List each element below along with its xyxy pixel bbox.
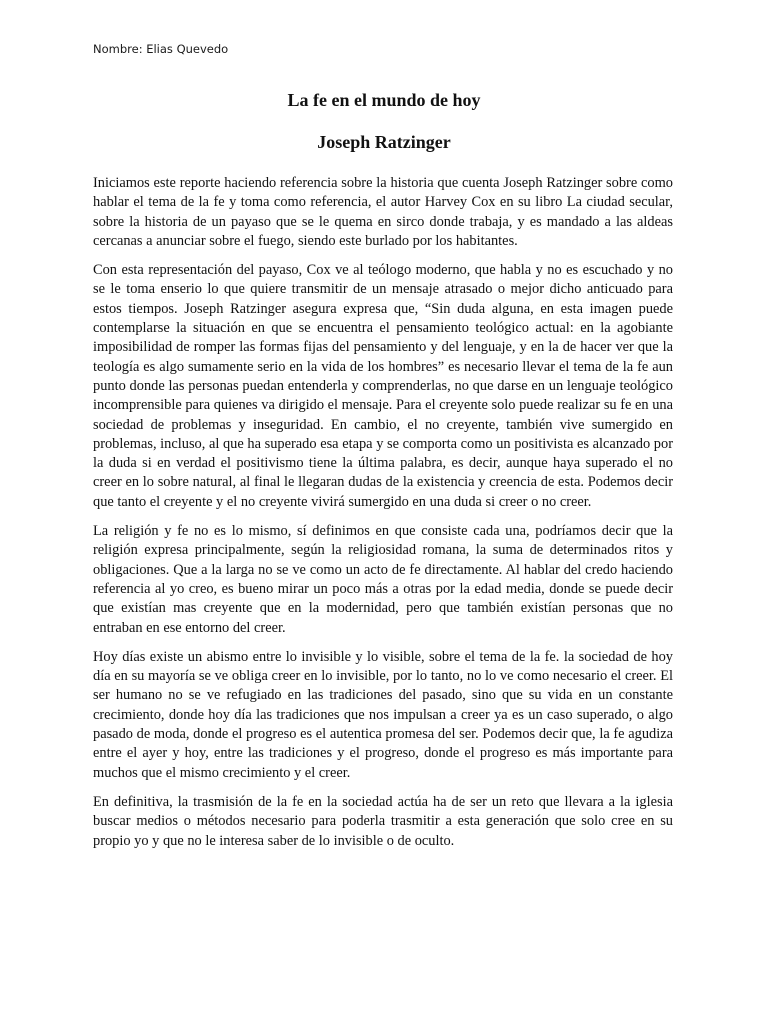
document-title: La fe en el mundo de hoy: [287, 90, 481, 110]
paragraph-1: Iniciamos este reporte haciendo referencia sobre la historia que cuenta Joseph Ratzinger sobre como hablar el tema de la fe y toma como referencia, el autor Harvey Cox en su libro La ciudad secular, sobre la historia de un payaso que se le quema en sirco donde trabaja, y es mandado a las aldeas cercanas a anunciar sobre el fuego, siendo este burlado por los habitantes.: [93, 175, 673, 249]
paragraph-3: La religión y fe no es lo mismo, sí definimos en que consiste cada una, podríamos decir que la religión expresa principalmente, según la religiosidad romana, la suma de determinados ritos y obligaciones. Que a la larga no se ve como un acto de fe directamente. Al hablar del credo haciendo referencia al yo creo, es bueno mirar un poco más a otras por la edad media, donde se puede decir que existían mas creyente que en la modernidad, pero que también existían personas que no entraban en ese entorno del creer.: [93, 523, 673, 636]
paragraph-2: Con esta representación del payaso, Cox ve al teólogo moderno, que habla y no es escuchado y no se le toma enserio lo que quiere transmitir de un mensaje atrasado o mejor dicho anticuado para estos tiempos. Joseph Ratzinger asegura expresa que, “Sin duda alguna, en esta imagen puede contemplarse la situación en que se encuentra el pensamiento teológico actual: en la agobiante imposibilidad de romper las formas fijas del pensamiento y del lenguaje, y en la de hacer ver que la teología es algo sumamente serio en la vida de los hombres” es necesario llevar el tema de la fe aun punto donde las personas puedan entenderla y comprenderlas, no que darse en un lenguaje teológico incomprensible para quienes va dirigido el mensaje. Para el creyente solo puede realizar su fe en una sociedad de problemas y inseguridad. En cambio, el no creyente, también vive sumergido en problemas, incluso, al que ha superado esa etapa y se comporta como un positivista es alcanzado por la duda si en verdad el positivismo tiene la última palabra, es decir, aunque haya superado el no creer en lo sobre natural, al final le llegaran dudas de la existencia y creencia de esta. Podemos decir que tanto el creyente y el no creyente vivirá sumergido en una duda si creer o no creer.: [93, 262, 673, 510]
author-name: Nombre: Elias Quevedo: [93, 42, 229, 56]
paragraph-4: Hoy días existe un abismo entre lo invisible y lo visible, sobre el tema de la fe. la sociedad de hoy día en su mayoría se ve obliga creer en lo invisible, por lo tanto, no lo ve como necesario el creer. El ser humano no se ve refugiado en las tradiciones del pasado, sino que su vida en un constante crecimiento, donde hoy día las tradiciones que nos impulsan a creer ya es un caso superado, o algo pasado de moda, donde el progreso es el autentica promesa del ser. Podemos decir que, la fe agudiza entre el ayer y hoy, entre las tradiciones y el progreso, donde el progreso es más importante para muchos que el mismo crecimiento y el creer.: [93, 648, 673, 781]
document-body: [93, 174, 673, 861]
paragraph-5: En definitiva, la trasmisión de la fe en la sociedad actúa ha de ser un reto que llevara a la iglesia buscar medios o métodos necesario para poderla trasmitir a esta generación que solo cree en su propio yo y que no le interesa saber de lo invisible o de oculto.: [93, 793, 673, 849]
document-subtitle: Joseph Ratzinger: [317, 132, 451, 152]
